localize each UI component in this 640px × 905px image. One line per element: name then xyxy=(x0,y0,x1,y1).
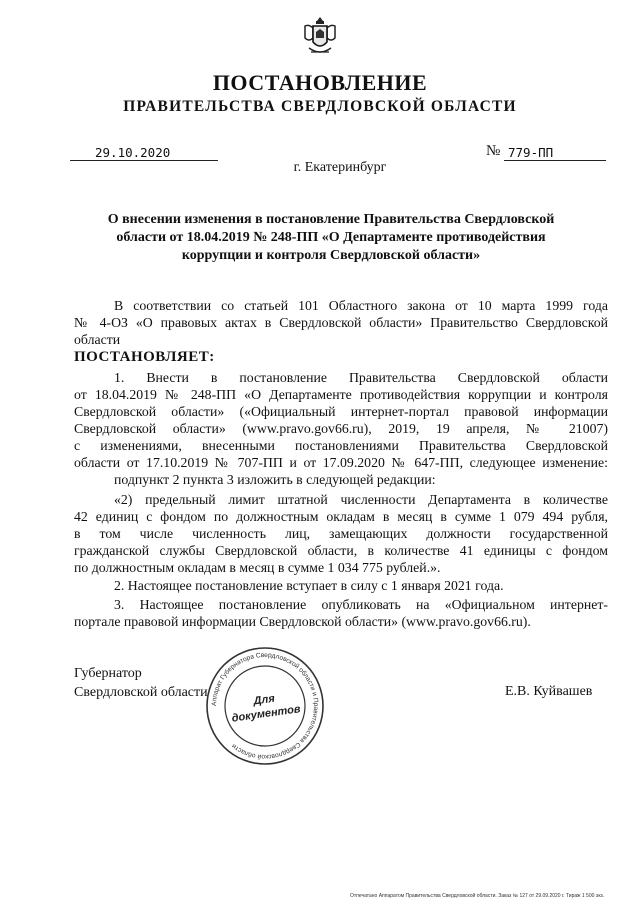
resolves-heading: ПОСТАНОВЛЯЕТ: xyxy=(74,349,215,365)
text-line: области от 17.10.2019 № 707-ПП и от 17.09.2020 № 647-ПП, следующее изменение: xyxy=(74,455,608,470)
text-line: «2) предельный лимит штатной численности Департамента в количестве xyxy=(114,492,608,507)
text-line: Свердловской области» (www.pravo.gov66.ru), 2019, 19 апреля, № 21007) xyxy=(74,421,608,436)
stamp-label-line1: Для xyxy=(252,692,276,708)
quoted-text xyxy=(74,491,608,576)
seal-stamp xyxy=(204,645,326,767)
item-3 xyxy=(74,596,608,630)
signatory-name: Е.В. Куйвашев xyxy=(505,684,593,699)
text-line: в том числе численность лиц, замещающих должности государственной xyxy=(74,526,608,541)
preamble xyxy=(74,297,608,348)
text-line: подпункт 2 пункта 3 изложить в следующей редакции: xyxy=(114,472,436,487)
text-line: Свердловской области» («Официальный интернет-портал правовой информации xyxy=(74,404,608,419)
item-1 xyxy=(74,369,608,488)
text-line: по должностным окладам в месяц в сумме 1 034 775 рублей.». xyxy=(74,560,441,575)
text-line: портале правовой информации Свердловской области» (www.pravo.gov66.ru). xyxy=(74,614,531,629)
text-line: 2. Настоящее постановление вступает в силу с 1 января 2021 года. xyxy=(114,578,504,593)
document-number: 779-ПП xyxy=(504,145,606,161)
signatory-position xyxy=(74,664,208,702)
stamp-label-line2: документов xyxy=(230,703,302,725)
text-line: с изменениями, внесенными постановлениями Правительства Свердловской xyxy=(74,438,608,453)
text-line: 3. Настоящее постановление опубликовать на «Официальном интернет- xyxy=(114,597,608,612)
position-line: Губернатор xyxy=(74,666,142,681)
svg-text:Аппарат Губернатора Свердловск xyxy=(211,652,319,761)
document-title: ПОСТАНОВЛЕНИЕ xyxy=(212,70,428,95)
position-line: Свердловской области xyxy=(74,685,208,700)
document-city: г. Екатеринбург xyxy=(293,160,387,175)
document-date: 29.10.2020 xyxy=(70,145,218,161)
text-line: гражданской службы Свердловской области, в количестве 41 единицы с фондом xyxy=(74,543,608,558)
document-issuer: ПРАВИТЕЛЬСТВА СВЕРДЛОВСКОЙ ОБЛАСТИ xyxy=(123,98,517,115)
stamp-ring-text: Аппарат Губернатора Свердловской области и Правительства Свердловской области xyxy=(210,651,320,761)
text-line: № 4-ОЗ «О правовых актах в Свердловской области» Правительство Свердловской xyxy=(74,315,608,330)
document-heading: О внесении изменения в постановление Правительства Свердловской области от 18.04.2019 № 248-ПП «О Департаменте противодействия коррупции и контроля Свердловской области» xyxy=(107,212,555,263)
text-line: В соответствии со статьей 101 Областного закона от 10 марта 1999 года xyxy=(114,298,608,313)
number-sign: № xyxy=(486,143,501,159)
item-2 xyxy=(74,577,608,594)
text-line: 1. Внести в постановление Правительства Свердловской области xyxy=(114,370,608,385)
coat-of-arms-icon xyxy=(302,14,338,58)
text-line: от 18.04.2019 № 248-ПП «О Департаменте противодействия коррупции и контроля xyxy=(74,387,608,402)
print-footer: Отпечатано Аппаратом Правительства Свердловской области. Заказ № 127 от 29.09.2020 г. Тираж 1 500 экз. xyxy=(350,893,605,899)
text-line: 42 единиц с фондом по должностным окладам в месяц в сумме 1 079 494 рубля, xyxy=(74,509,608,524)
text-line: области xyxy=(74,332,121,347)
